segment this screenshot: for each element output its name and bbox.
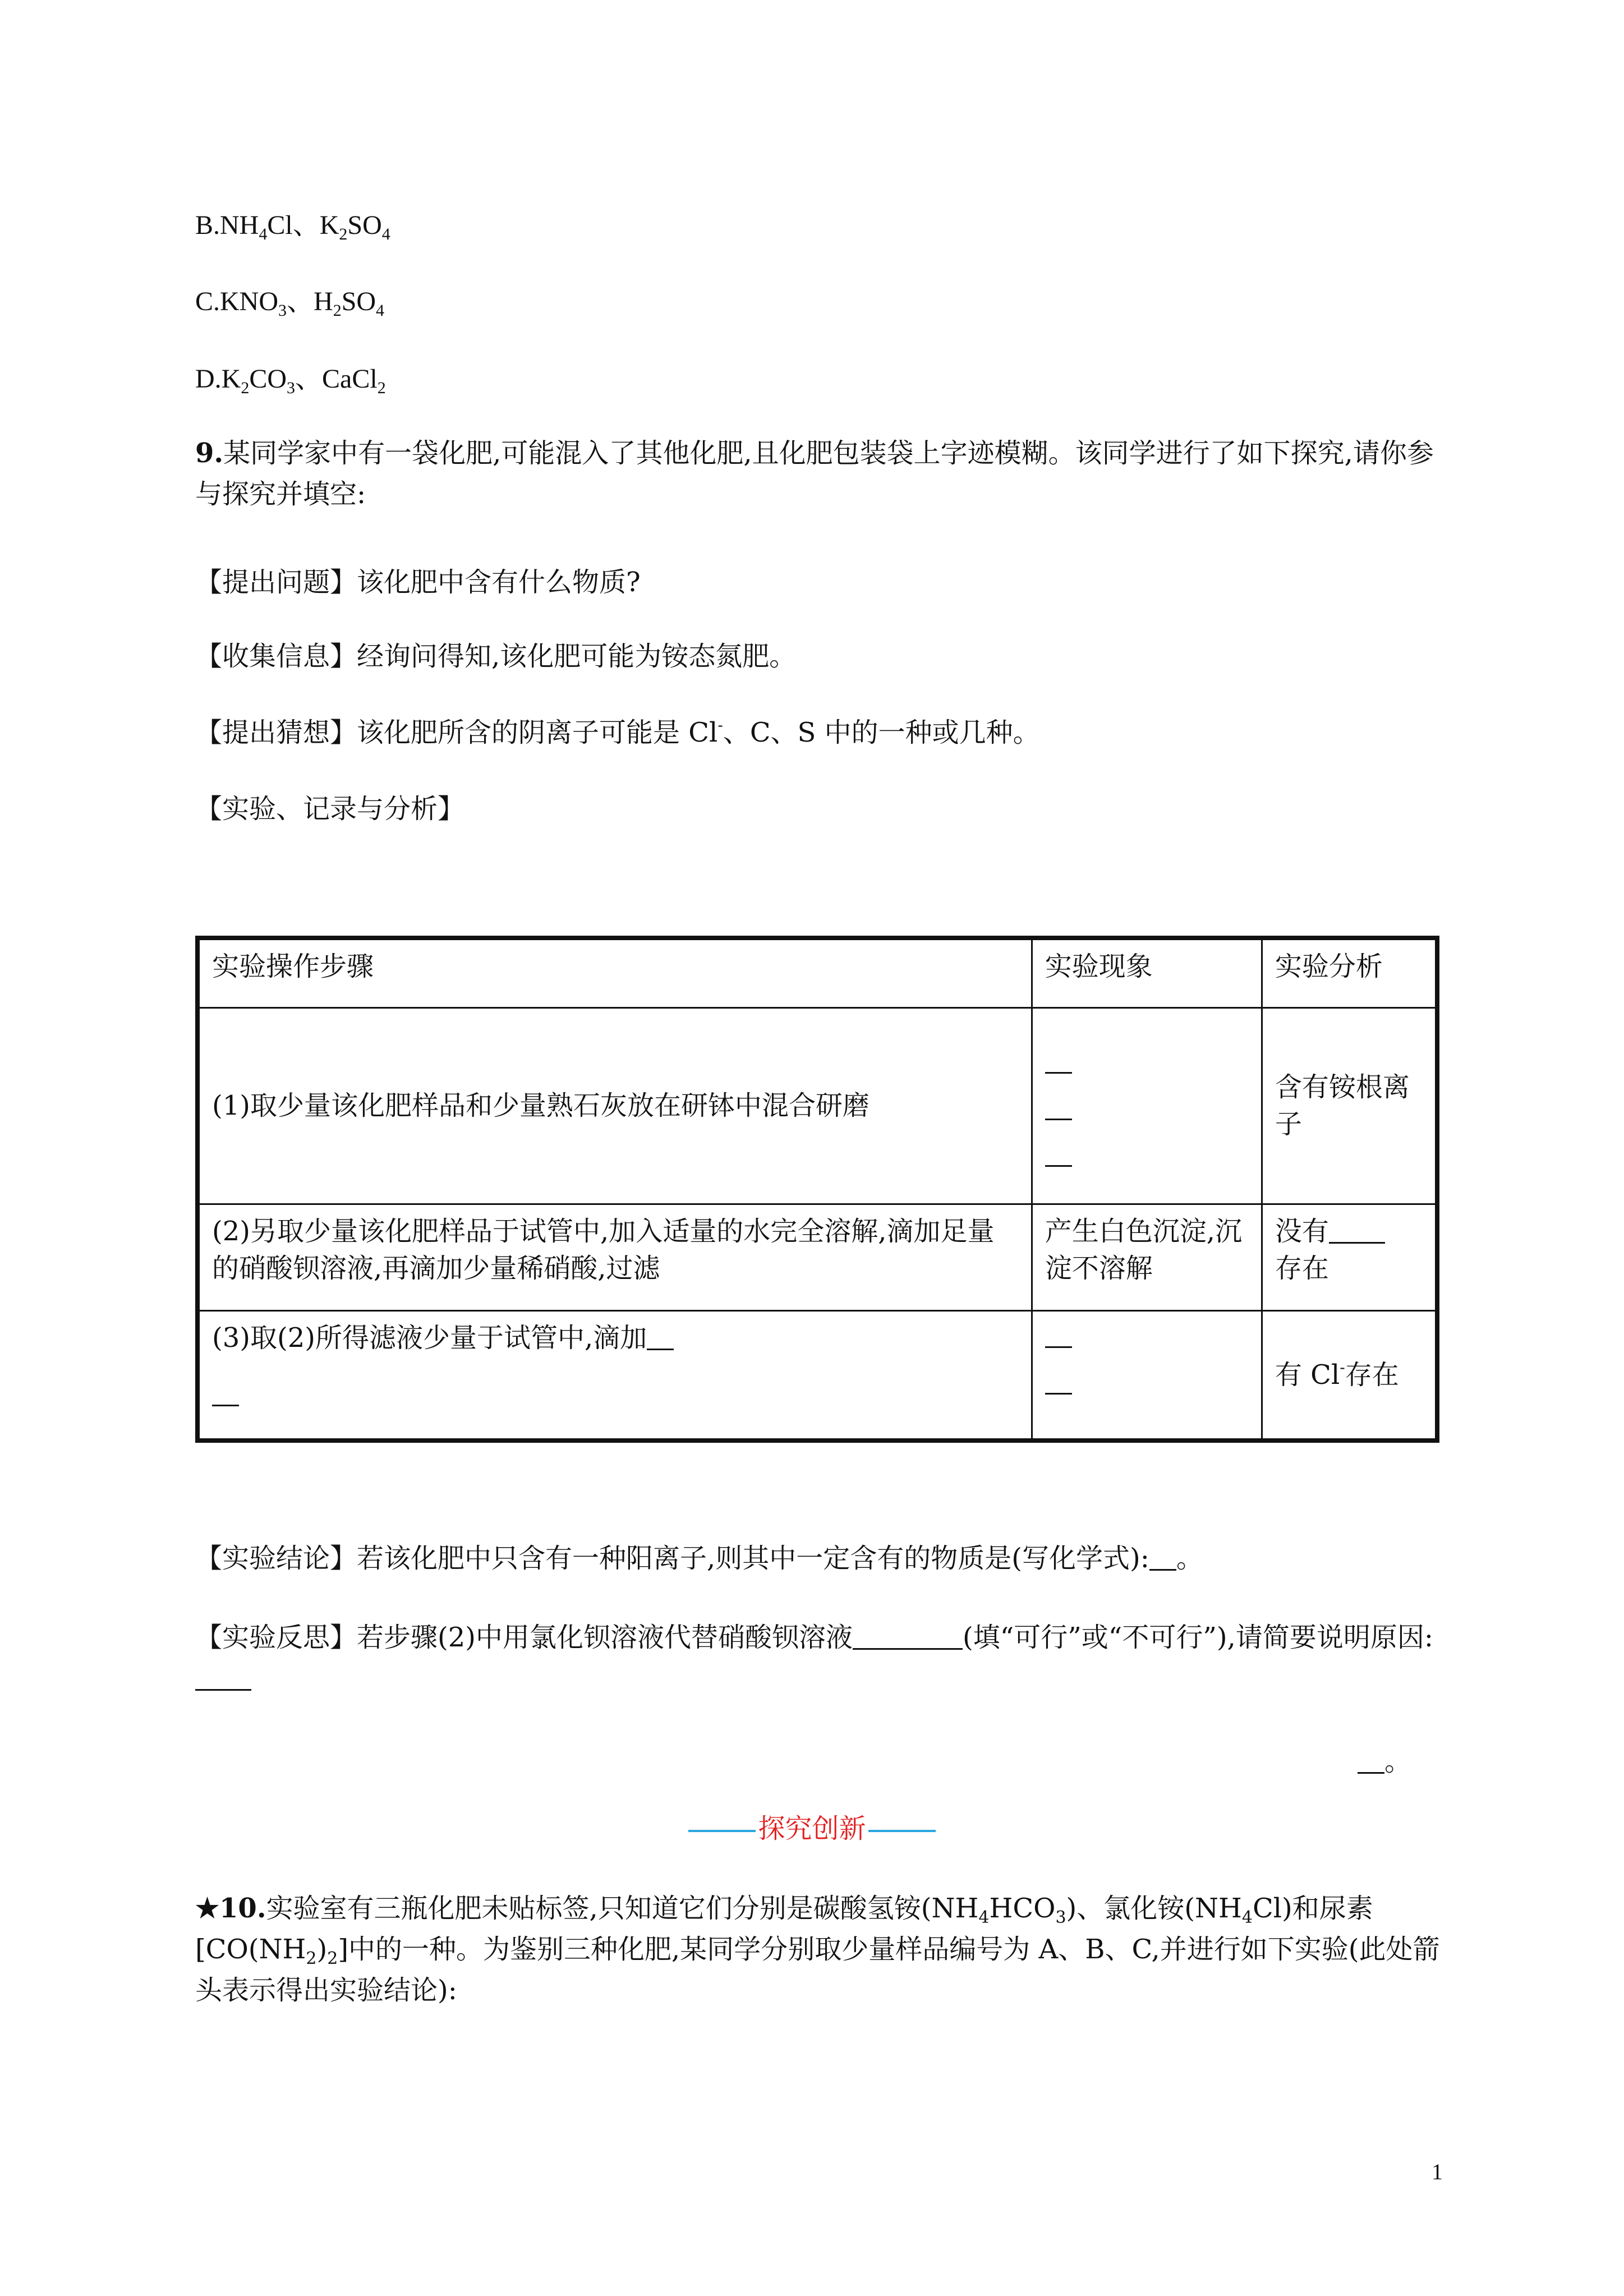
answer-blank[interactable]	[1358, 1746, 1384, 1774]
q9-experiment-heading: 【实验、记录与分析】	[195, 793, 465, 825]
answer-blank[interactable]	[1045, 1324, 1072, 1348]
option-b: $B.NH_4Cl$、$K_2SO_4$	[195, 210, 390, 243]
answer-blank[interactable]	[853, 1622, 963, 1650]
answer-blank[interactable]	[647, 1323, 674, 1350]
option-d: $D.K_2CO_3$、CaCl$_2$	[195, 364, 386, 397]
answer-blank[interactable]	[1329, 1216, 1385, 1244]
row1-step: (1)取少量该化肥样品和少量熟石灰放在研钵中混合研磨	[197, 1007, 1032, 1204]
question-10-number: ★10.	[195, 1893, 266, 1924]
row1-analysis: 含有铵根离子	[1262, 1007, 1437, 1204]
option-c: $C.KNO_3$、$H_2SO_4$	[195, 287, 385, 320]
table-header-row	[197, 938, 1437, 1007]
reflection-end: 。	[1358, 1745, 1411, 1778]
row2-phenomenon: 产生白色沉淀,沉淀不溶解	[1032, 1204, 1262, 1310]
table-row	[197, 1310, 1437, 1441]
experiment-table	[195, 936, 1439, 1443]
row2-step: (2)另取少量该化肥样品于试管中,加入适量的水完全溶解,滴加足量的硝酸钡溶液,再滴加少量稀硝酸,过滤	[197, 1204, 1032, 1310]
header-analysis: 实验分析	[1262, 938, 1437, 1007]
question-9-number: 9.	[195, 438, 224, 469]
question-10-stem: ★10.实验室有三瓶化肥未贴标签,只知道它们分别是碳酸氢铵$(NH_4HCO_3)$、氯化铵$(NH_4Cl)$和尿素$[CO(NH_2)_2]$中的一种。为鉴别三种化肥,某同学分别取少量样品编号为 A、B、C,并进行如下实验(此处箭头表示得出实验结论):	[195, 1893, 1440, 2006]
section-title: 探究创新	[0, 1812, 1624, 1846]
title-rule-left	[688, 1830, 756, 1832]
answer-blank[interactable]	[1149, 1543, 1176, 1571]
answer-blank[interactable]	[1045, 1050, 1072, 1074]
row1-phenomenon-blank[interactable]	[1032, 1007, 1262, 1204]
q9-guess: 【提出猜想】该化肥所含的阴离子可能是 Cl-、C、S 中的一种或几种。	[195, 716, 1040, 748]
table-row	[197, 1204, 1437, 1310]
conclusion: 【实验结论】若该化肥中只含有一种阳离子,则其中一定含有的物质是(写化学式): 。	[195, 1543, 1203, 1574]
question-9-stem: 9.某同学家中有一袋化肥,可能混入了其他化肥,且化肥包装袋上字迹模糊。该同学进行了如下探究,请你参与探究并填空:	[195, 438, 1434, 510]
row2-analysis: 没有 存在	[1262, 1204, 1437, 1310]
answer-blank[interactable]	[1045, 1370, 1072, 1395]
header-phenomenon: 实验现象	[1032, 938, 1262, 1007]
row3-step: (3)取(2)所得滤液少量于试管中,滴加	[197, 1310, 1032, 1441]
table-row	[197, 1007, 1437, 1204]
answer-blank[interactable]	[195, 1663, 251, 1691]
row3-phenomenon-blank[interactable]	[1032, 1310, 1262, 1441]
title-rule-right	[868, 1830, 936, 1832]
answer-blank[interactable]	[1045, 1096, 1072, 1120]
row3-analysis: 有 Cl-存在	[1262, 1310, 1437, 1441]
reflection: 【实验反思】若步骤(2)中用氯化钡溶液代替硝酸钡溶液 (填“可行”或“不可行”),请简要说明原因:	[195, 1617, 1435, 1699]
q9-info: 【收集信息】经询问得知,该化肥可能为铵态氮肥。	[195, 641, 797, 672]
q9-problem: 【提出问题】该化肥中含有什么物质?	[195, 567, 641, 598]
page-number: 1	[1432, 2159, 1443, 2184]
answer-blank[interactable]	[212, 1379, 239, 1406]
answer-blank[interactable]	[1045, 1143, 1072, 1167]
header-step: 实验操作步骤	[197, 938, 1032, 1007]
